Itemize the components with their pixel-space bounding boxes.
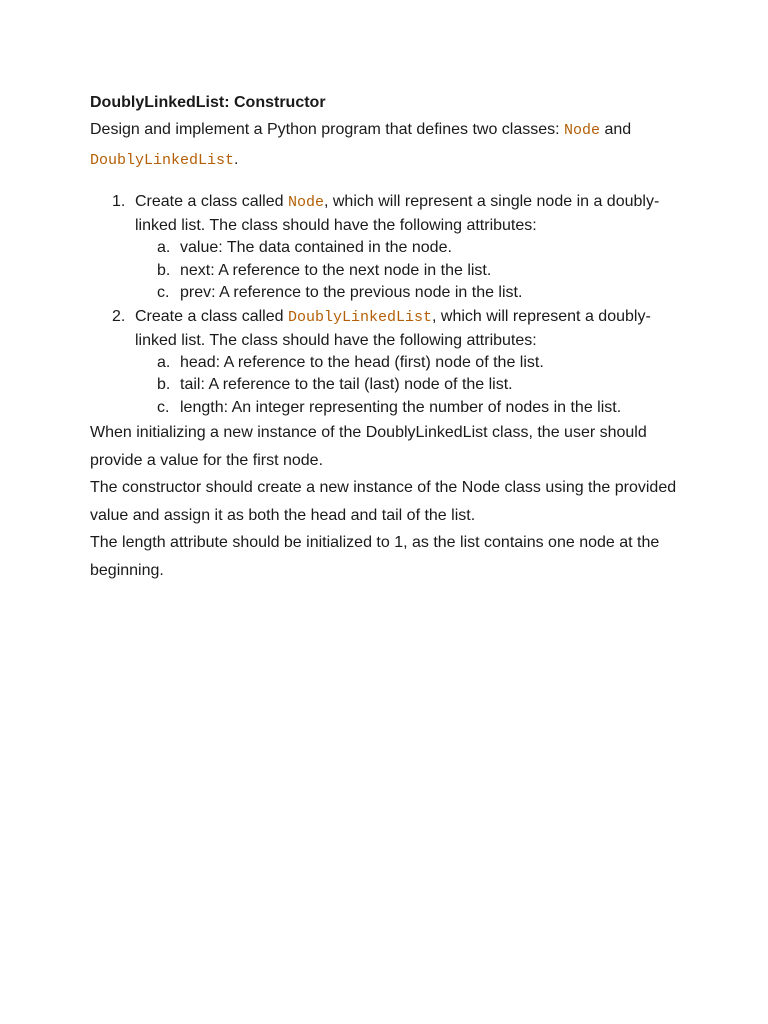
intro-text-mid: and	[600, 121, 632, 138]
inline-code-node: Node	[564, 122, 601, 139]
sub-list-item	[135, 374, 690, 397]
inline-code-doublylinkedlist: DoublyLinkedList	[287, 308, 432, 326]
document-page	[90, 93, 690, 584]
list-item-text: , which will represent a doubly-linked list. The class should have the following attributes:	[135, 307, 651, 349]
sub-list-letter: c.	[157, 284, 170, 301]
list-item-text: Create a class called	[135, 193, 288, 210]
sub-list-text: prev: A reference to the previous node in the list.	[180, 284, 523, 301]
list-item-number: 2.	[112, 307, 126, 325]
sub-list-letter: b.	[157, 261, 171, 279]
list-item-number: 1.	[112, 193, 126, 210]
sub-list-item	[135, 260, 690, 283]
sub-list-item	[135, 352, 690, 375]
sub-list-letter: b.	[157, 376, 171, 393]
paragraph-constructor: The constructor should create a new instance of the Node class using the provided value and assign it as both the head and tail of the list.	[90, 479, 677, 524]
intro-text: Design and implement a Python program that defines two classes:	[90, 121, 565, 138]
sub-list-letter: a.	[157, 353, 171, 371]
sub-list-text: value: The data contained in the node.	[180, 239, 452, 256]
list-item	[90, 305, 690, 420]
sub-list-text: next: A reference to the next node in the list.	[180, 261, 492, 279]
list-item	[90, 190, 690, 305]
sub-list-letter: c.	[157, 398, 170, 416]
paragraph-length: The length attribute should be initialized to 1, as the list contains one node at the beginning.	[90, 534, 660, 579]
sub-list	[135, 237, 690, 305]
inline-code-doublylinkedlist: DoublyLinkedList	[90, 152, 235, 169]
requirements-list	[90, 190, 690, 419]
document-title: DoublyLinkedList: Constructor	[90, 94, 326, 111]
list-item-text: Create a class called	[135, 307, 288, 325]
sub-list-text: length: An integer representing the number of nodes in the list.	[180, 398, 622, 416]
sub-list-letter: a.	[157, 239, 171, 256]
sub-list-text: head: A reference to the head (first) node of the list.	[180, 353, 544, 371]
sub-list-item	[135, 282, 690, 305]
sub-list-item	[135, 237, 690, 260]
paragraph-initialization: When initializing a new instance of the DoublyLinkedList class, the user should provide a value for the first node.	[90, 424, 647, 469]
sub-list-item	[135, 397, 690, 420]
sub-list	[135, 352, 690, 420]
sub-list-text: tail: A reference to the tail (last) node of the list.	[180, 376, 513, 393]
list-item-text: , which will represent a single node in a doubly-linked list. The class should have the following attributes:	[135, 193, 660, 234]
intro-paragraph	[90, 115, 690, 175]
inline-code-node: Node	[287, 194, 324, 211]
intro-text-end: .	[234, 151, 239, 168]
